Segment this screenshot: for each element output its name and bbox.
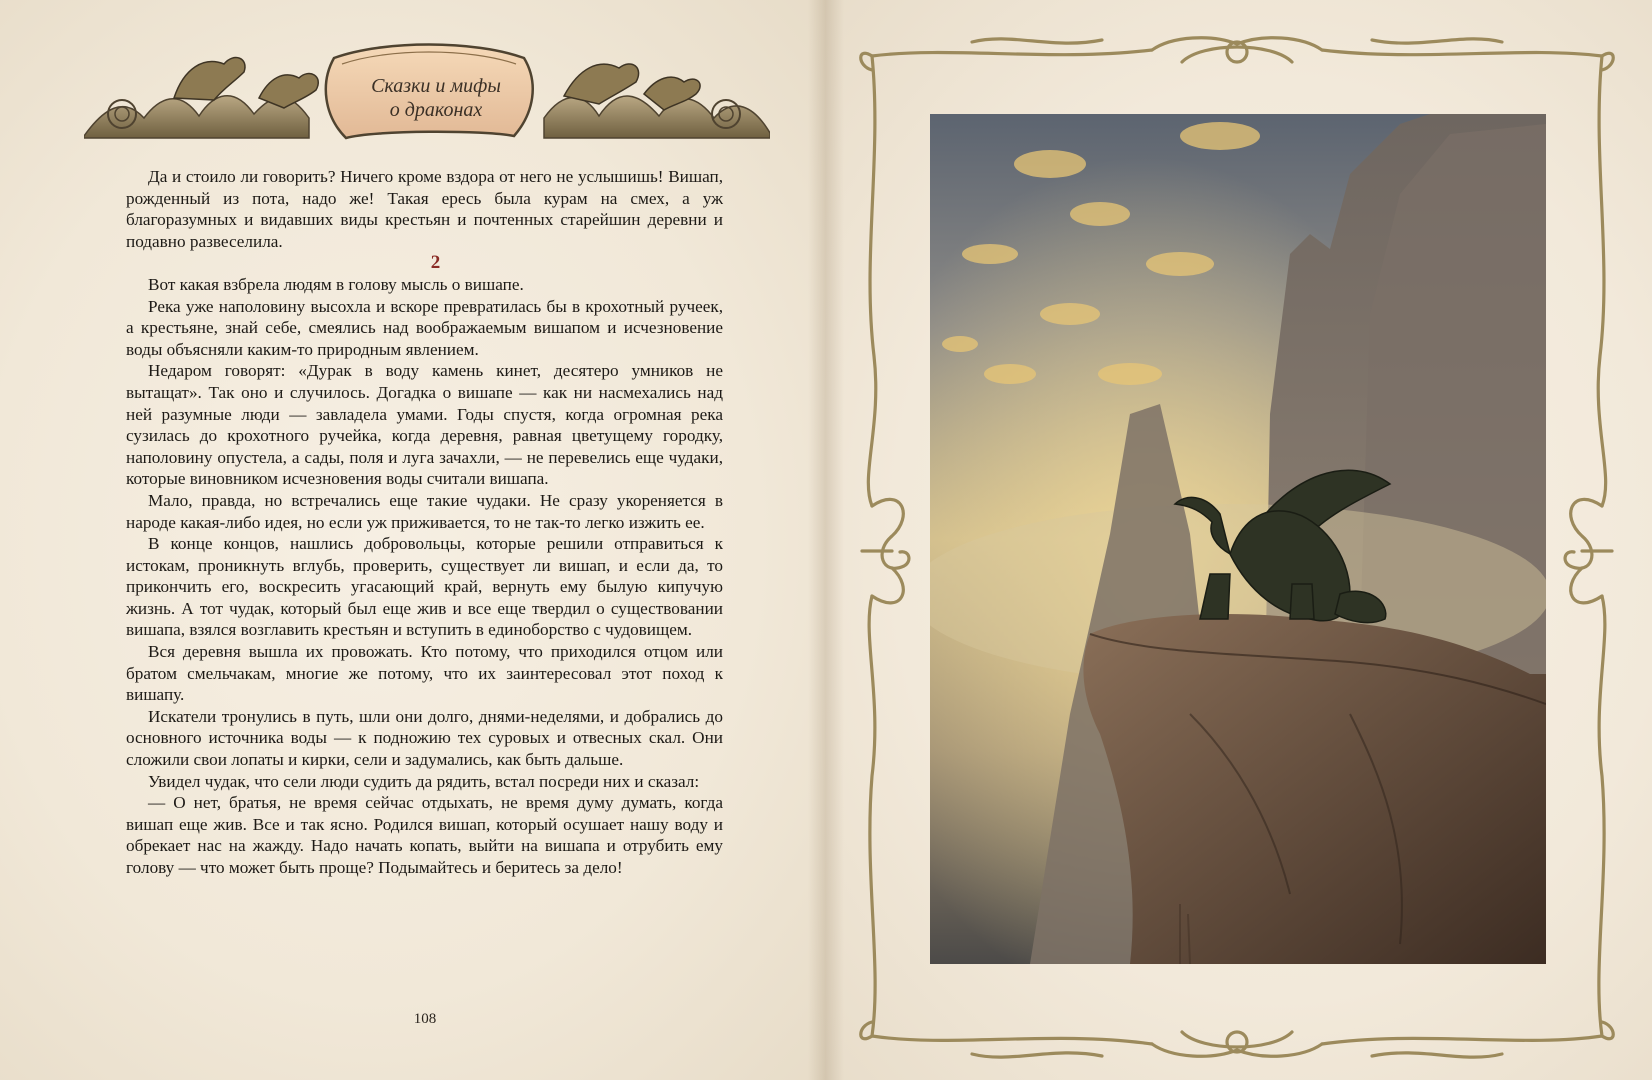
page-number: 108 xyxy=(413,1011,437,1027)
paragraph: — О нет, братья, не время сейчас отдыхать, не время думу думать, когда вишап еще жив. Все и так ясно. Родился вишап, который осушает нашу воду и обрекает нас на жажду. Надо начать копать, выйти на вишапа и отрубить ему голову — что может быть проще? Подымайтесь и беритесь за дело! xyxy=(126,793,723,877)
paragraph: Вот какая взбрела людям в голову мысль о вишапе. xyxy=(148,274,524,294)
paragraph: Вся деревня вышла их провожать. Кто потому, что приходился отцом или братом смельчакам, многие же потому, что их заинтересовал этот поход к вишапу. xyxy=(126,642,723,705)
header-banner xyxy=(84,38,770,148)
paragraph: Увидел чудак, что сели люди судить да рядить, встал посреди них и сказал: xyxy=(148,771,700,791)
series-title xyxy=(352,60,520,136)
dragon-on-cliff-image xyxy=(930,114,1546,964)
paragraph: В конце концов, нашлись добровольцы, которые решили отправиться к истокам, проникнуть вглубь, проверить, существует ли вишап, и если да, то прикончить его, воскресить угасающий край, вернуть ему былую кипучую жизнь. А тот чудак, который был еще жив и все еще твердил о существовании вишапа, взялся возглавить крестьян и вступить в единоборство с чудовищем. xyxy=(126,534,723,640)
paragraph: Недаром говорят: «Дурак в воду камень кинет, десятеро умников не вытащат». Так оно и случилось. Догадка о вишапе — как ни насмехались над ней разумные люди — завладела умами. Годы спустя, когда огромная река сузилась до крохотного ручейка, когда деревня, равная цветущему городку, наполовину опустела, а сады, поля и луга зачахли, — не перевелись еще чудаки, которые виновником исчезновения воды считали вишапа. xyxy=(126,361,723,489)
book-gutter xyxy=(808,0,844,1080)
dragon-illustration xyxy=(930,114,1546,964)
paragraph: Мало, правда, но встречались еще такие чудаки. Не сразу укореняется в народе какая-либо идея, но если уж приживается, то не так-то легко изжить ее. xyxy=(126,490,723,532)
paragraph: Река уже наполовину высохла и вскоре превратилась бы в крохотный ручеек, а крестьяне, знай себе, смеялись над воображаемым вишапом и исчезновение воды объясняли каким-то природным явлением. xyxy=(126,296,723,359)
series-title-line1: Сказки и мифы xyxy=(371,75,501,97)
story-text xyxy=(126,166,723,879)
chapter-number: 2 xyxy=(430,252,441,274)
series-title-line2: о драконах xyxy=(389,99,483,121)
paragraph: Да и стоило ли говорить? Ничего кроме вздора от него не услышишь! Вишап, рожденный из пота, надо же! Такая ересь была курам на смех, а уж благоразумных и видавших виды крестьян и почтенных старейшин деревни и подавно развеселила. xyxy=(126,167,723,251)
paragraph: Искатели тронулись в путь, шли они долго, днями-неделями, и добрались до основного источника воды — к подножию тех суровых и отвесных скал. Они сложили свои лопаты и кирки, сели и задумались, как быть дальше. xyxy=(126,706,723,770)
